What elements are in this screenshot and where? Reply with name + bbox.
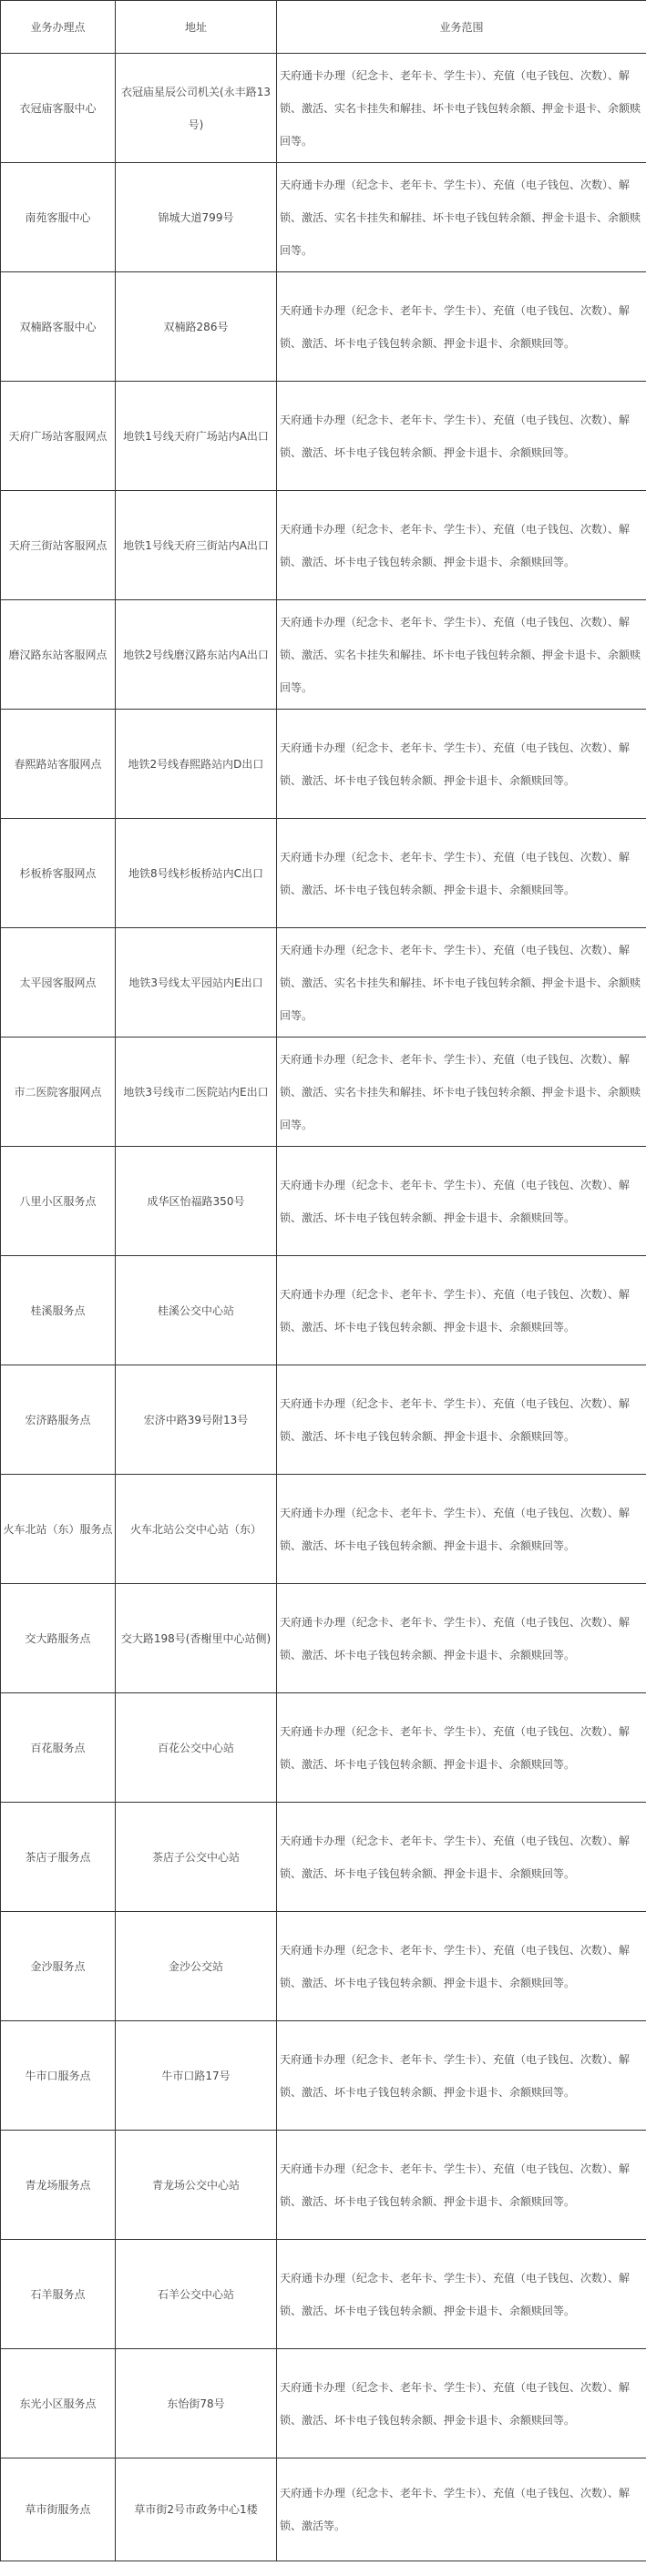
table-row (1, 2240, 646, 2349)
table-row (1, 2131, 646, 2240)
service-point-scope: 天府通卡办理（纪念卡、老年卡、学生卡）、充值（电子钱包、次数）、解锁、激活、坏卡电子钱包转余额、押金卡退卡、余额赎回等。 (277, 1912, 646, 2021)
table-row (1, 1584, 646, 1693)
service-point-scope: 天府通卡办理（纪念卡、老年卡、学生卡）、充值（电子钱包、次数）、解锁、激活、坏卡电子钱包转余额、押金卡退卡、余额赎回等。 (277, 382, 646, 491)
service-point-name: 牛市口服务点 (1, 2021, 116, 2131)
service-point-scope: 天府通卡办理（纪念卡、老年卡、学生卡）、充值（电子钱包、次数）、解锁、激活、坏卡电子钱包转余额、押金卡退卡、余额赎回等。 (277, 1475, 646, 1584)
table-row (1, 272, 646, 382)
table-row (1, 1256, 646, 1365)
service-point-name: 南苑客服中心 (1, 163, 116, 272)
table-row (1, 2349, 646, 2458)
service-point-address: 金沙公交站 (116, 1912, 277, 2021)
service-point-scope: 天府通卡办理（纪念卡、老年卡、学生卡）、充值（电子钱包、次数）、解锁、激活、实名卡挂失和解挂、坏卡电子钱包转余额、押金卡退卡、余额赎回等。 (277, 54, 646, 163)
service-point-address: 锦城大道799号 (116, 163, 277, 272)
service-point-name: 杉板桥客服网点 (1, 819, 116, 928)
service-point-name: 春熙路站客服网点 (1, 710, 116, 819)
table-row (1, 1475, 646, 1584)
service-point-name: 衣冠庙客服中心 (1, 54, 116, 163)
service-point-scope: 天府通卡办理（纪念卡、老年卡、学生卡）、充值（电子钱包、次数）、解锁、激活、坏卡电子钱包转余额、押金卡退卡、余额赎回等。 (277, 2349, 646, 2458)
service-point-address: 地铁3号线市二医院站内E出口 (116, 1038, 277, 1147)
service-point-address: 宏济中路39号附13号 (116, 1365, 277, 1475)
service-point-address: 东怡街78号 (116, 2349, 277, 2458)
service-point-address: 牛市口路17号 (116, 2021, 277, 2131)
table-row (1, 1803, 646, 1912)
service-point-address: 火车北站公交中心站（东） (116, 1475, 277, 1584)
service-point-scope: 天府通卡办理（纪念卡、老年卡、学生卡）、充值（电子钱包、次数）、解锁、激活、坏卡电子钱包转余额、押金卡退卡、余额赎回等。 (277, 2240, 646, 2349)
service-point-name: 交大路服务点 (1, 1584, 116, 1693)
service-point-name: 八里小区服务点 (1, 1147, 116, 1256)
service-point-address: 成华区怡福路350号 (116, 1147, 277, 1256)
table-row (1, 1147, 646, 1256)
table-header (1, 1, 646, 54)
service-point-scope: 天府通卡办理（纪念卡、老年卡、学生卡）、充值（电子钱包、次数）、解锁、激活、实名卡挂失和解挂、坏卡电子钱包转余额、押金卡退卡、余额赎回等。 (277, 928, 646, 1038)
header-business-scope: 业务范围 (277, 1, 646, 54)
service-point-name: 百花服务点 (1, 1693, 116, 1803)
service-point-name: 草市街服务点 (1, 2458, 116, 2561)
service-point-address: 双楠路286号 (116, 272, 277, 382)
service-point-name: 市二医院客服网点 (1, 1038, 116, 1147)
service-point-scope: 天府通卡办理（纪念卡、老年卡、学生卡）、充值（电子钱包、次数）、解锁、激活、实名卡挂失和解挂、坏卡电子钱包转余额、押金卡退卡、余额赎回等。 (277, 1038, 646, 1147)
service-point-address: 交大路198号(香榭里中心站侧) (116, 1584, 277, 1693)
table-row (1, 1365, 646, 1475)
service-point-name: 茶店子服务点 (1, 1803, 116, 1912)
header-address: 地址 (116, 1, 277, 54)
service-point-scope: 天府通卡办理（纪念卡、老年卡、学生卡）、充值（电子钱包、次数）、解锁、激活等。 (277, 2458, 646, 2561)
service-point-name: 天府三街站客服网点 (1, 491, 116, 600)
table-row (1, 163, 646, 272)
table-row (1, 600, 646, 710)
service-point-address: 石羊公交中心站 (116, 2240, 277, 2349)
service-point-address: 地铁1号线天府三街站内A出口 (116, 491, 277, 600)
table-row (1, 54, 646, 163)
service-point-name: 双楠路客服中心 (1, 272, 116, 382)
table-row (1, 1912, 646, 2021)
service-point-address: 百花公交中心站 (116, 1693, 277, 1803)
service-point-scope: 天府通卡办理（纪念卡、老年卡、学生卡）、充值（电子钱包、次数）、解锁、激活、坏卡电子钱包转余额、押金卡退卡、余额赎回等。 (277, 491, 646, 600)
service-point-scope: 天府通卡办理（纪念卡、老年卡、学生卡）、充值（电子钱包、次数）、解锁、激活、坏卡电子钱包转余额、押金卡退卡、余额赎回等。 (277, 1147, 646, 1256)
header-service-point: 业务办理点 (1, 1, 116, 54)
service-point-name: 火车北站（东）服务点 (1, 1475, 116, 1584)
service-point-name: 石羊服务点 (1, 2240, 116, 2349)
table-row (1, 928, 646, 1038)
service-point-scope: 天府通卡办理（纪念卡、老年卡、学生卡）、充值（电子钱包、次数）、解锁、激活、坏卡电子钱包转余额、押金卡退卡、余额赎回等。 (277, 1803, 646, 1912)
service-point-scope: 天府通卡办理（纪念卡、老年卡、学生卡）、充值（电子钱包、次数）、解锁、激活、坏卡电子钱包转余额、押金卡退卡、余额赎回等。 (277, 1365, 646, 1475)
service-point-name: 青龙场服务点 (1, 2131, 116, 2240)
service-point-address: 衣冠庙星辰公司机关(永丰路13号) (116, 54, 277, 163)
service-point-scope: 天府通卡办理（纪念卡、老年卡、学生卡）、充值（电子钱包、次数）、解锁、激活、实名卡挂失和解挂、坏卡电子钱包转余额、押金卡退卡、余额赎回等。 (277, 163, 646, 272)
table-row (1, 1038, 646, 1147)
table-body (1, 54, 646, 2561)
service-point-scope: 天府通卡办理（纪念卡、老年卡、学生卡）、充值（电子钱包、次数）、解锁、激活、坏卡电子钱包转余额、押金卡退卡、余额赎回等。 (277, 2021, 646, 2131)
table-row (1, 2458, 646, 2561)
service-point-address: 地铁3号线太平园站内E出口 (116, 928, 277, 1038)
table-row (1, 819, 646, 928)
header-row (1, 1, 646, 54)
service-point-scope: 天府通卡办理（纪念卡、老年卡、学生卡）、充值（电子钱包、次数）、解锁、激活、实名卡挂失和解挂、坏卡电子钱包转余额、押金卡退卡、余额赎回等。 (277, 600, 646, 710)
service-point-address: 青龙场公交中心站 (116, 2131, 277, 2240)
service-point-name: 桂溪服务点 (1, 1256, 116, 1365)
service-point-scope: 天府通卡办理（纪念卡、老年卡、学生卡）、充值（电子钱包、次数）、解锁、激活、坏卡电子钱包转余额、押金卡退卡、余额赎回等。 (277, 272, 646, 382)
service-point-address: 地铁8号线杉板桥站内C出口 (116, 819, 277, 928)
service-point-name: 东光小区服务点 (1, 2349, 116, 2458)
table-row (1, 710, 646, 819)
service-point-name: 磨汉路东站客服网点 (1, 600, 116, 710)
service-point-scope: 天府通卡办理（纪念卡、老年卡、学生卡）、充值（电子钱包、次数）、解锁、激活、坏卡电子钱包转余额、押金卡退卡、余额赎回等。 (277, 1256, 646, 1365)
service-point-address: 桂溪公交中心站 (116, 1256, 277, 1365)
service-point-name: 宏济路服务点 (1, 1365, 116, 1475)
service-point-address: 草市街2号市政务中心1楼 (116, 2458, 277, 2561)
service-point-address: 地铁2号线春熙路站内D出口 (116, 710, 277, 819)
service-point-scope: 天府通卡办理（纪念卡、老年卡、学生卡）、充值（电子钱包、次数）、解锁、激活、坏卡电子钱包转余额、押金卡退卡、余额赎回等。 (277, 1584, 646, 1693)
service-point-scope: 天府通卡办理（纪念卡、老年卡、学生卡）、充值（电子钱包、次数）、解锁、激活、坏卡电子钱包转余额、押金卡退卡、余额赎回等。 (277, 710, 646, 819)
service-point-name: 天府广场站客服网点 (1, 382, 116, 491)
service-point-scope: 天府通卡办理（纪念卡、老年卡、学生卡）、充值（电子钱包、次数）、解锁、激活、坏卡电子钱包转余额、押金卡退卡、余额赎回等。 (277, 1693, 646, 1803)
service-point-address: 地铁1号线天府广场站内A出口 (116, 382, 277, 491)
table-row (1, 2021, 646, 2131)
service-point-name: 太平园客服网点 (1, 928, 116, 1038)
service-point-address: 地铁2号线磨汉路东站内A出口 (116, 600, 277, 710)
table-row (1, 491, 646, 600)
table-row (1, 1693, 646, 1803)
service-point-address: 茶店子公交中心站 (116, 1803, 277, 1912)
service-point-scope: 天府通卡办理（纪念卡、老年卡、学生卡）、充值（电子钱包、次数）、解锁、激活、坏卡电子钱包转余额、押金卡退卡、余额赎回等。 (277, 819, 646, 928)
service-point-name: 金沙服务点 (1, 1912, 116, 2021)
table-row (1, 382, 646, 491)
service-point-scope: 天府通卡办理（纪念卡、老年卡、学生卡）、充值（电子钱包、次数）、解锁、激活、坏卡电子钱包转余额、押金卡退卡、余额赎回等。 (277, 2131, 646, 2240)
